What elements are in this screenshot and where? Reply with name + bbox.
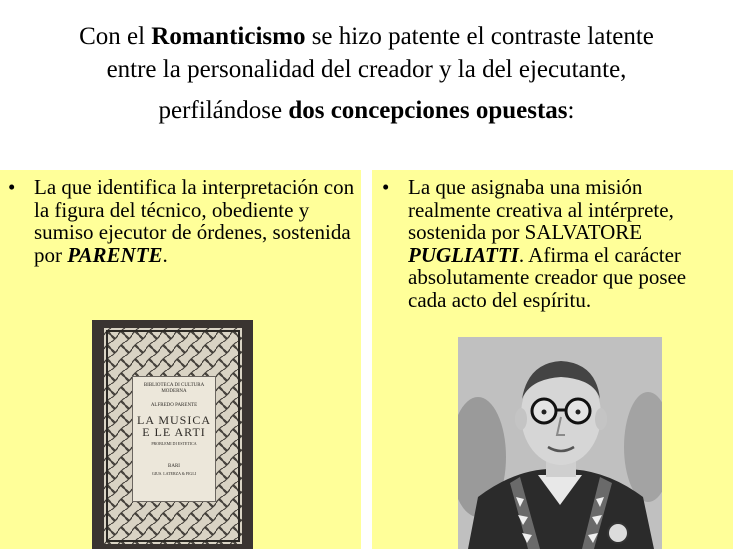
book-cover-photo: [92, 320, 253, 549]
bullet-icon: •: [382, 175, 390, 199]
book-title-label: [132, 376, 216, 502]
portrait-photo: [458, 337, 662, 549]
bullet-emphasis: PARENTE: [67, 242, 163, 267]
title-line-2: entre la personalidad del creador y la del ejecutante,: [106, 56, 627, 83]
right-panel: [372, 170, 733, 549]
title-text: :: [567, 97, 575, 124]
bullet-text-part: .: [162, 242, 168, 267]
book-title-line-1: LA MUSICA: [136, 413, 211, 427]
book-publisher: GIUS. LATERZA & FIGLI: [151, 471, 197, 476]
slide-title: [0, 20, 733, 127]
bullet-text-part: La que asignaba una misión realmente creativa al intérprete, sostenida por SALVATORE: [408, 175, 674, 244]
title-emphasis: dos concepciones opuestas: [288, 97, 568, 124]
book-series: BIBLIOTECA DI CULTURA MODERNA: [143, 383, 205, 394]
portrait-image: [458, 337, 662, 549]
right-bullet-item: [382, 176, 727, 311]
left-bullet-text: [34, 176, 355, 266]
book-cover: [104, 328, 242, 544]
bullet-text-part: . Afirma el carácter absolutamente creador que posee cada acto del espíritu.: [408, 242, 687, 312]
book-subtitle: PROBLEMI DI ESTETICA: [151, 441, 197, 446]
right-bullet-text: [408, 176, 727, 311]
left-bullet-item: [8, 176, 355, 266]
book-publisher-city: BARI: [168, 464, 180, 469]
title-text: se hizo patente el contraste latente: [305, 23, 654, 50]
book-author: ALFREDO PARENTE: [150, 403, 198, 408]
title-text: Con el: [79, 23, 152, 50]
bullet-emphasis: PUGLIATTI: [408, 242, 519, 267]
book-title-line-2: E LE ARTI: [142, 425, 206, 439]
title-text: perfilándose: [158, 97, 289, 124]
title-line-3: [0, 94, 733, 127]
title-line-1: [0, 20, 733, 53]
bullet-text-part: La que identifica la interpretación con la figura del técnico, obediente y sumiso ejecutor de órdenes, sostenida por: [34, 175, 355, 267]
title-emphasis: Romanticismo: [151, 23, 306, 50]
left-panel: [0, 170, 361, 549]
bullet-icon: •: [8, 175, 16, 199]
